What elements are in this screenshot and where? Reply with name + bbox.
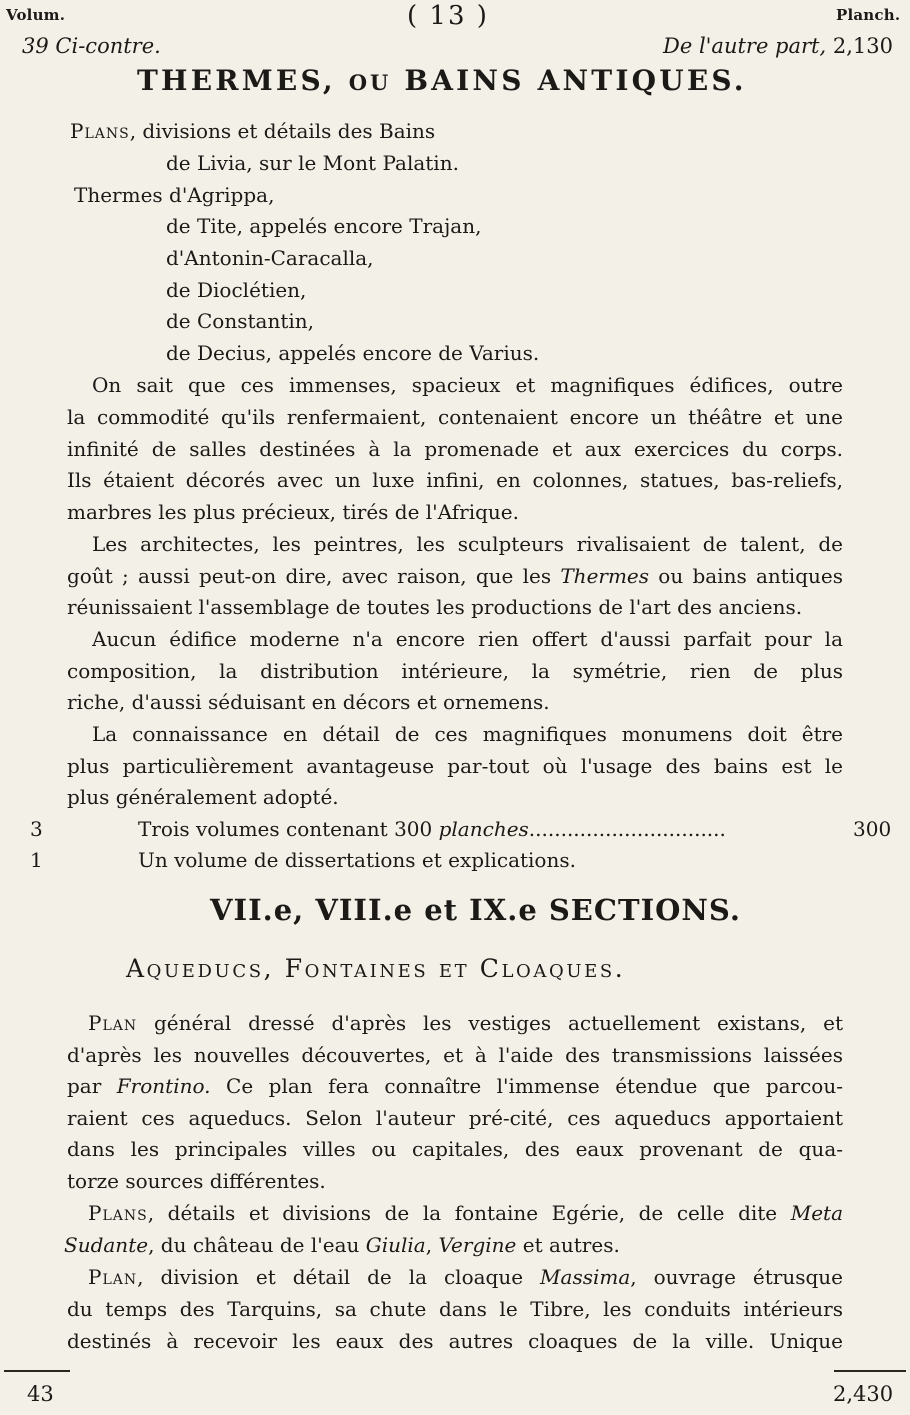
list-item: de Constantin,: [166, 309, 314, 333]
section-title-thermes: [137, 64, 747, 97]
footer-rule-right: [834, 1370, 906, 1372]
list-item: de Dioclétien,: [166, 278, 307, 302]
leader-dots: ...............................: [528, 817, 726, 841]
title-part-bains: BAINS ANTIQUES.: [404, 64, 747, 97]
paragraph-line: riche, d'aussi séduisant en décors et ornemens.: [67, 690, 550, 714]
list-item: de Tite, appelés encore Trajan,: [166, 214, 482, 238]
paragraph-line: [67, 561, 843, 592]
tally-volumes: 3: [30, 817, 43, 841]
list-item: de Decius, appelés encore de Varius.: [166, 341, 540, 365]
section-subtitle: Aqueducs, Fontaines et Cloaques.: [126, 954, 626, 983]
text-run: et autres.: [522, 1233, 620, 1257]
tally-volumes: 1: [30, 848, 43, 872]
list-item: d'Antonin-Caracalla,: [166, 246, 374, 270]
small-caps-lead: Plan: [88, 1265, 138, 1289]
footer-volume-total: 43: [27, 1382, 54, 1406]
paragraph-line: composition, la distribution intérieure, la symétrie, rien de plus: [67, 659, 843, 683]
title-part-thermes: THERMES,: [137, 64, 336, 97]
italic-term: Meta: [790, 1201, 843, 1225]
footer-plates-total: 2,430: [833, 1382, 894, 1406]
paragraph-line: [64, 1230, 620, 1261]
paragraph-line: réunissaient l'assemblage de toutes les productions de l'art des anciens.: [67, 595, 803, 619]
carry-left: [22, 34, 161, 58]
paragraph-line: la commodité qu'ils renfermaient, contenaient encore un théâtre et une: [67, 405, 843, 429]
sections-heading: VII.e, VIII.e et IX.e SECTIONS.: [210, 893, 741, 927]
text-run: général dressé d'après les vestiges actuellement existans, et: [153, 1011, 843, 1035]
paragraph-line: Ils étaient décorés avec un luxe infini, en colonnes, statues, bas-reliefs,: [67, 468, 843, 492]
paragraph-line: plus généralement adopté.: [67, 785, 339, 809]
list-item: Thermes d'Agrippa,: [74, 183, 275, 207]
footer-rule-left: [4, 1370, 70, 1372]
paragraph-line: La connaissance en détail de ces magnifiques monumens doit être: [92, 722, 843, 746]
text-run: goût ; aussi peut-on dire, avec raison, que les: [67, 564, 552, 588]
paragraph-line: dans les principales villes ou capitales, des eaux provenant de qua-: [67, 1137, 843, 1161]
carry-right-number: 2,130: [832, 34, 893, 58]
title-part-ou: OU: [348, 70, 392, 95]
tally-line: [138, 814, 726, 845]
paragraph-line: [88, 1262, 843, 1293]
text-run: Ce plan fera connaître l'immense étendue que parcou-: [226, 1074, 843, 1098]
text-run: ou bains antiques: [658, 564, 843, 588]
text-run: , division et détail de la cloaque: [137, 1265, 524, 1289]
italic-term: Massima: [540, 1265, 631, 1289]
tally-line: Un volume de dissertations et explications.: [138, 848, 576, 872]
text-run: , du château de l'eau: [148, 1233, 360, 1257]
italic-term: Frontino.: [116, 1074, 211, 1098]
italic-term: Vergine: [438, 1233, 517, 1257]
text-run: , ouvrage étrusque: [630, 1265, 843, 1289]
list-text: , divisions et détails des Bains: [129, 119, 436, 143]
italic-term: Giulia: [365, 1233, 426, 1257]
paragraph-line: Les architectes, les peintres, les sculpteurs rivalisaient de talent, de: [92, 532, 843, 556]
carry-left-text: Ci-contre.: [55, 34, 161, 58]
text-run: , détails et divisions de la fontaine Egérie, de celle dite: [147, 1201, 778, 1225]
page-number: ( 13 ): [407, 1, 489, 31]
paragraph-line: d'après les nouvelles découvertes, et à l'aide des transmissions laissées: [67, 1043, 843, 1067]
paragraph-line: torze sources différentes.: [67, 1169, 326, 1193]
plates-column-header: Planch.: [836, 6, 901, 24]
small-caps-lead: Plan: [88, 1011, 138, 1035]
paragraph-line: Aucun édifice moderne n'a encore rien offert d'aussi parfait pour la: [92, 627, 843, 651]
italic-term: planches: [438, 817, 529, 841]
paragraph-line: [67, 1071, 843, 1102]
carry-right: [663, 34, 893, 58]
italic-term: Sudante: [64, 1233, 149, 1257]
paragraph-line: plus particulièrement avantageuse par-tout où l'usage des bains est le: [67, 754, 843, 778]
small-caps-lead: Plans: [88, 1201, 148, 1225]
paragraph-line: du temps des Tarquins, sa chute dans le Tibre, les conduits intérieurs: [67, 1297, 843, 1321]
paragraph-line: marbres les plus précieux, tirés de l'Afrique.: [67, 500, 520, 524]
tally-plates: 300: [853, 817, 892, 841]
italic-term: Thermes: [560, 564, 650, 588]
paragraph-line: infinité de salles destinées à la promenade et aux exercices du corps.: [67, 437, 843, 461]
text-run: ,: [425, 1233, 433, 1257]
paragraph-line: destinés à recevoir les eaux des autres cloaques de la ville. Unique: [67, 1329, 843, 1353]
carry-right-text: De l'autre part,: [663, 34, 827, 58]
paragraph-line: [88, 1008, 843, 1039]
text-run: par: [67, 1074, 102, 1098]
paragraph-line: [88, 1198, 843, 1229]
volume-column-header: Volum.: [6, 6, 66, 24]
small-caps-lead: Plans: [70, 119, 130, 143]
list-item: [70, 116, 435, 147]
text-run: Trois volumes contenant 300: [138, 817, 433, 841]
carry-left-number: 39: [22, 34, 49, 58]
list-item: de Livia, sur le Mont Palatin.: [166, 151, 459, 175]
paragraph-line: On sait que ces immenses, spacieux et magnifiques édifices, outre: [92, 373, 843, 397]
paragraph-line: raient ces aqueducs. Selon l'auteur pré-cité, ces aqueducs apportaient: [67, 1106, 843, 1130]
